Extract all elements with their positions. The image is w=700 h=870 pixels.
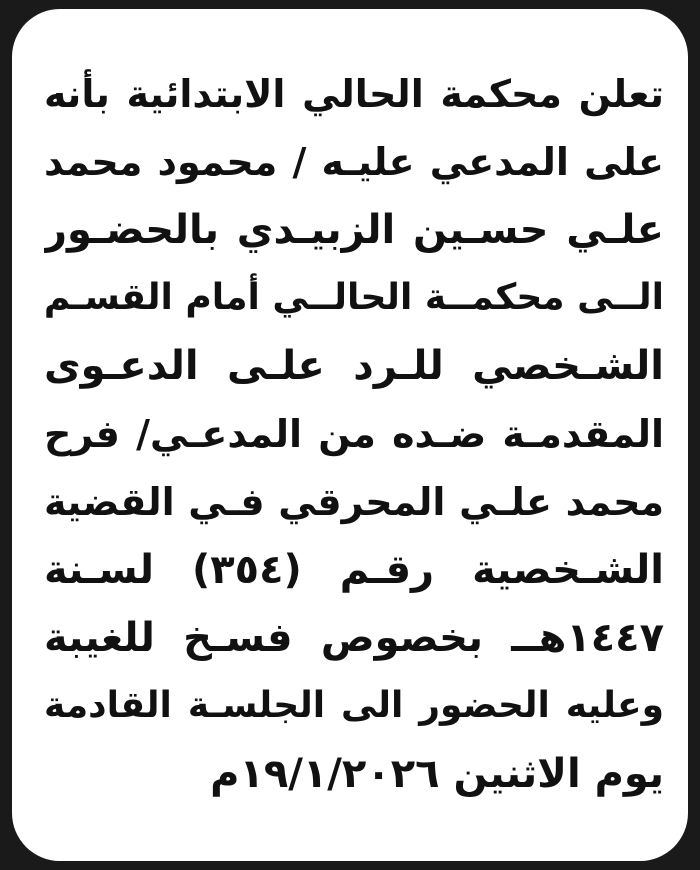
- notice-line-4: الــى محكمــة الحالــي أمام القسـم: [44, 277, 664, 318]
- notice-line-2: على المدعي عليـه / محمود محمد: [44, 140, 664, 184]
- notice-line-11: يوم الاثنين ١٩/١/٢٠٢٦م: [210, 751, 664, 797]
- notice-line-7: محمد علـي المحرقي فـي القضية: [44, 480, 664, 524]
- notice-line-1: تعلن محكمة الحالي الابتدائية بأنه: [44, 72, 664, 116]
- court-notice-text: [44, 60, 664, 808]
- notice-line-5: الشـخصي للـرد علـى الدعـوى: [44, 343, 664, 389]
- notice-line-9: ١٤٤٧هــ بخصوص فسـخ للغيبة: [44, 615, 664, 661]
- notice-line-8: الشـخصية رقـم (٣٥٤) لسـنة: [44, 547, 664, 593]
- notice-line-6: المقدمـة ضـده من المدعـي/ فرح: [44, 412, 664, 456]
- notice-line-3: علـي حسـين الزبيـدي بالحضـور: [44, 207, 664, 253]
- notice-line-10: وعليه الحضور الى الجلسـة القادمة: [44, 685, 664, 726]
